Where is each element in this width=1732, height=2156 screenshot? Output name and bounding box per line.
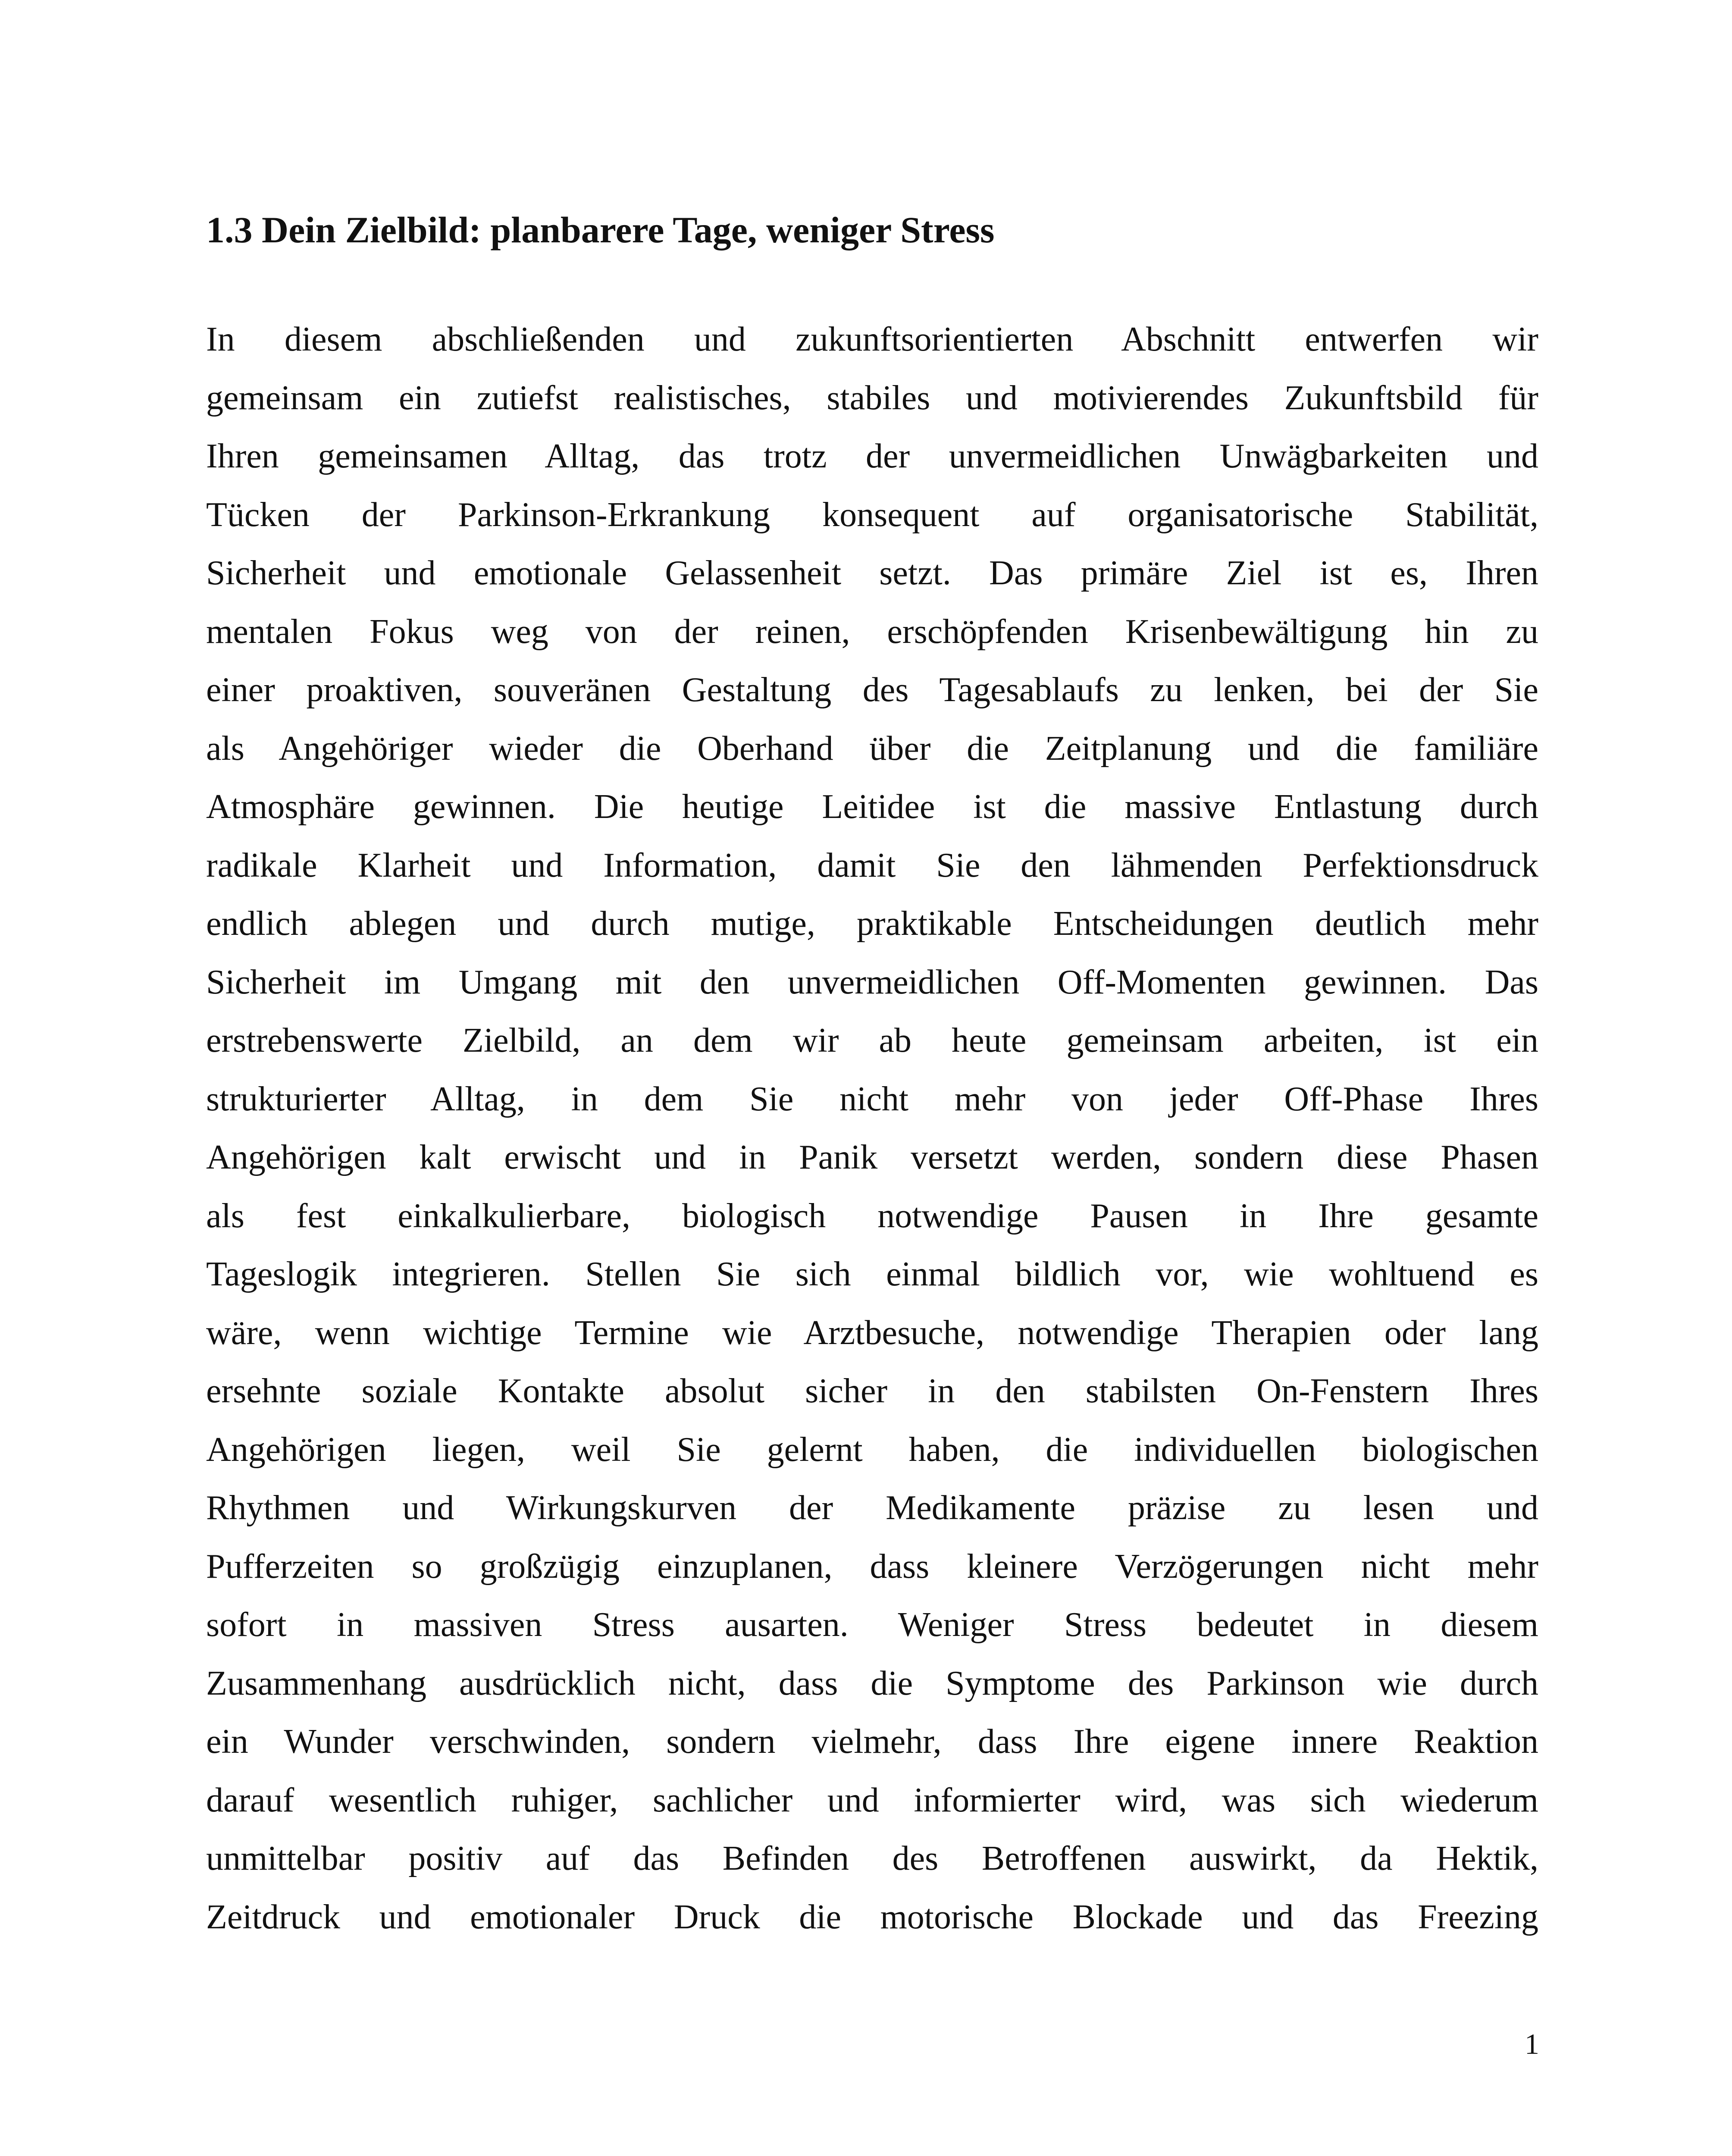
paragraph-line: radikale Klarheit und Information, damit Sie den lähmenden Perfektionsdruck — [206, 846, 1538, 884]
paragraph-line: gemeinsam ein zutiefst realistisches, stabiles und motivierendes Zukunftsbild für — [206, 379, 1538, 417]
paragraph-line: Rhythmen und Wirkungskurven der Medikamente präzise zu lesen und — [206, 1489, 1538, 1527]
paragraph-line: Tageslogik integrieren. Stellen Sie sich einmal bildlich vor, wie wohltuend es — [206, 1255, 1538, 1293]
page-number: 1 — [1525, 2028, 1539, 2060]
paragraph-line: Pufferzeiten so großzügig einzuplanen, dass kleinere Verzögerungen nicht mehr — [206, 1547, 1538, 1586]
paragraph-line: mentalen Fokus weg von der reinen, erschöpfenden Krisenbewältigung hin zu — [206, 612, 1538, 651]
paragraph-line: sofort in massiven Stress ausarten. Weniger Stress bedeutet in diesem — [206, 1606, 1538, 1644]
paragraph-line: Angehörigen liegen, weil Sie gelernt haben, die individuellen biologischen — [206, 1430, 1538, 1469]
section-heading: 1.3 Dein Zielbild: planbarere Tage, weniger Stress — [206, 209, 995, 251]
paragraph-line: Tücken der Parkinson-Erkrankung konsequent auf organisatorische Stabilität, — [206, 495, 1538, 534]
paragraph-line: ein Wunder verschwinden, sondern vielmehr, dass Ihre eigene innere Reaktion — [206, 1723, 1538, 1761]
paragraph-line: Atmosphäre gewinnen. Die heutige Leitidee ist die massive Entlastung durch — [206, 788, 1538, 826]
paragraph-line: Zusammenhang ausdrücklich nicht, dass die Symptome des Parkinson wie durch — [206, 1664, 1538, 1702]
paragraph-line: endlich ablegen und durch mutige, praktikable Entscheidungen deutlich mehr — [206, 905, 1538, 943]
paragraph-line: Ihren gemeinsamen Alltag, das trotz der unvermeidlichen Unwägbarkeiten und — [206, 437, 1538, 475]
paragraph-line: Sicherheit und emotionale Gelassenheit setzt. Das primäre Ziel ist es, Ihren — [206, 554, 1538, 592]
paragraph-line: Angehörigen kalt erwischt und in Panik versetzt werden, sondern diese Phasen — [206, 1138, 1538, 1176]
paragraph-line: Zeitdruck und emotionaler Druck die motorische Blockade und das Freezing — [206, 1898, 1538, 1936]
paragraph-line: unmittelbar positiv auf das Befinden des Betroffenen auswirkt, da Hektik, — [206, 1839, 1538, 1877]
paragraph-line: strukturierter Alltag, in dem Sie nicht mehr von jeder Off-Phase Ihres — [206, 1080, 1538, 1118]
body-paragraph — [206, 310, 1538, 1946]
paragraph-line: darauf wesentlich ruhiger, sachlicher und informierter wird, was sich wiederum — [206, 1781, 1538, 1819]
paragraph-line: erstrebenswerte Zielbild, an dem wir ab heute gemeinsam arbeiten, ist ein — [206, 1022, 1538, 1059]
paragraph-line: wäre, wenn wichtige Termine wie Arztbesuche, notwendige Therapien oder lang — [206, 1313, 1538, 1352]
paragraph-line: ersehnte soziale Kontakte absolut sicher in den stabilsten On-Fenstern Ihres — [206, 1372, 1538, 1410]
paragraph-line: In diesem abschließenden und zukunftsorientierten Abschnitt entwerfen wir — [206, 320, 1538, 358]
paragraph-line: einer proaktiven, souveränen Gestaltung des Tagesablaufs zu lenken, bei der Sie — [206, 671, 1538, 709]
paragraph-line: als fest einkalkulierbare, biologisch notwendige Pausen in Ihre gesamte — [206, 1197, 1538, 1235]
paragraph-line: als Angehöriger wieder die Oberhand über die Zeitplanung und die familiäre — [206, 729, 1538, 768]
paragraph-line: Sicherheit im Umgang mit den unvermeidlichen Off-Momenten gewinnen. Das — [206, 963, 1538, 1001]
